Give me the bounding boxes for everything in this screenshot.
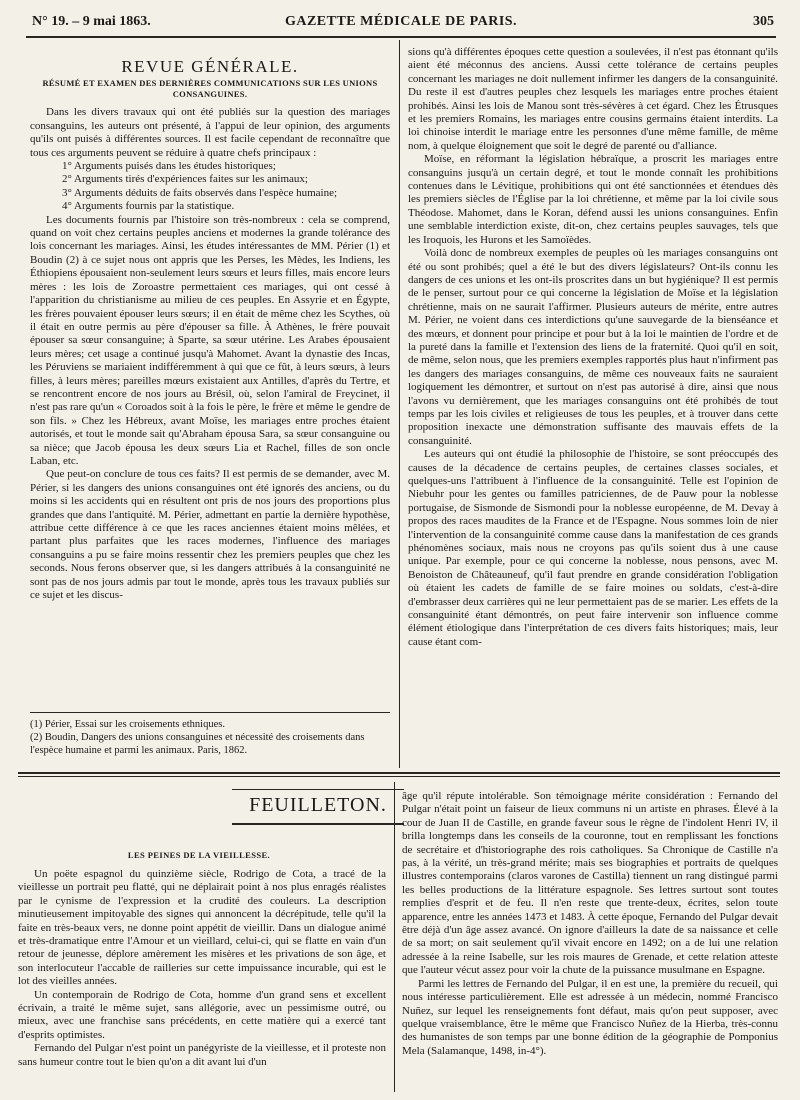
revue-left-column: [30, 57, 390, 602]
issue-number: N° 19. – 9 mai 1863.: [32, 14, 151, 29]
revue-right-column: [408, 46, 778, 649]
running-head: [26, 10, 776, 38]
revue-paragraph: Voilà donc de nombreux exemples de peuples où les mariages consanguins ont été ou sont prohibés; quel a été le but des divers législateurs? Ont-ils connu les dangers de ces unions et les ont-ils proscrites dans un but hygiénique? Il est permis de le penser, surtout pour ce qui concerne la législation de Moïse et la législation chrétienne, mais on ne saurait l'affirmer. Plusieurs auteurs de mérite, entre autres M. Périer, ne voient dans ces interdictions qu'une sauvegarde de la bienséance et des mœurs, et donnent pour principe et pour but à la loi le maintien de l'ordre et de la pureté dans la famille et l'extension des liens de la fraternité. Quoi qu'il en soit, de même, selon nous, que les premiers exemples rapportés plus haut n'infirment pas les dangers des mariages consanguins, de même ces nouveaux faits ne sauraient logiquement les démontrer, et surtout on n'est pas autorisé à dire, ainsi que nous l'avons vu dernièrement, que les mariages consanguins ont été prohibés de tout temps par les lois civiles et religieuses de tous les peuples, et à trouver dans cette proposition inexacte une démonstration suffisante des mauvais effets de la consanguinité.: [408, 247, 778, 447]
footnote-rule: [30, 712, 390, 713]
revue-paragraph: Les auteurs qui ont étudié la philosophie de l'histoire, se sont préoccupés des causes de la décadence de certains peuples, de certaines classes sociales, et quelques-uns l'attribuent à l'influence de la consanguinité. Telle est l'opinion de Niebuhr pour les gentes ou familles patriciennes, de de Pauw pour la noblesse portugaise, de Sismonde de Sismondi pour la noblesse européenne, de M. Devay à propos des races maudites de la France et de l'Espagne. Nous sommes loin de nier l'intervention de la consanguinité comme cause dans la manifestation de ces grands phénomènes sociaux, mais nous ne croyons pas qu'ils soient dus à une cause unique. Par exemple, pour ce qui concerne la noblesse, nous pensons, avec M. Benoiston de Châteauneuf, qu'il faut prendre en grande considération l'obligation où étaient les cadets de famille de se faire moines ou soldats, c'est-à-dire d'embrasser deux carrières qui ne leur permettaient pas de se marier. Les effets de la consanguinité étant démontrés, on peut faire intervenir son influence comme élément étiologique dans l'interprétation de ces divers faits historiques; mais, leur cause étant com-: [408, 448, 778, 648]
feuilleton-subtitle: LES PEINES DE LA VIEILLESSE.: [127, 850, 271, 860]
feuilleton-title: FEUILLETON.: [232, 789, 404, 825]
feuilleton-paragraph: Parmi les lettres de Fernando del Pulgar, il en est une, la première du recueil, qui nous intéresse particulièrement. Elle est adressée à un médecin, nommé Francisco Nuñez, sur lequel les renseignements font défaut, mais qu'on peut supposer, avec quelque vraisemblance, être le même que Francisco Nuñez de la Hierba, très-connu des humanistes de son temps par une bonne édition de la géographie de Pomponius Mela (Salamanque, 1498, in-4°).: [402, 977, 778, 1057]
list-item: 1° Arguments puisés dans les études historiques;: [62, 160, 276, 173]
footnote-2: (2) Boudin, Dangers des unions consanguines et nécessité des croisements dans l'espèce humaine et parmi les animaux. Paris, 1862.: [30, 732, 365, 756]
feuilleton-paragraph: Fernando del Pulgar n'est point un panégyriste de la vieillesse, et il proteste non sans humeur contre tout le bien qu'on a dit avant lui d'un: [18, 1042, 386, 1068]
journal-title: GAZETTE MÉDICALE DE PARIS.: [284, 14, 518, 29]
list-item: 2° Arguments tirés d'expériences faites sur les animaux;: [62, 173, 308, 186]
feuilleton-paragraph: âge qu'il répute intolérable. Son témoignage mérite considération : Fernando del Pulgar n'était point un faiseur de lieux communs ni un artiste en phrases. Élevé à la cour de Juan II de Castille, en grande faveur sous le règne de l'indolent Henri IV, il brilla longtemps dans les conseils de la couronne, tout en remplissant les fonctions de secrétaire et d'historiographe des rois catholiques. Sa Chronique de Castille n'a pas, à la vérité, un très-grand mérite; mais ses biographies et portraits de quelques illustres contemporains (claros varones de Castilla) tiennent un rang distingué parmi les belles productions de la littérature espagnole. Ses lettres surtout sont toutes remplies d'esprit et de feu. Il n'en reste que trente-deux, écrites, selon toute apparence, entre les années 1473 et 1483. À cette époque, Fernando del Pulgar devait être déjà d'un âge assez avancé. On ignore d'ailleurs la date de sa naissance et celle de sa mort; on sait seulement qu'il vivait encore en 1492; on a de lui une relation adressée à la reine Isabelle, sur les rois maures de Grenade, et cette relation atteste que l'auteur vécut assez pour voir la chute de la puissance musulmane en Espagne.: [402, 790, 778, 977]
feuilleton-separator-thin: [18, 776, 780, 777]
revue-paragraph: Que peut-on conclure de tous ces faits? Il est permis de se demander, avec M. Périer, si les dangers des unions consanguines ont été ignorés des anciens, ou du moins si les accidents qui en résultent ont pris de nos jours des proportions plus grandes que dans l'antiquité. M. Périer, admettant en partie la dernière hypothèse, attribue cette différence à ce que les races anciennes étaient moins mêlées, et partant plus parfaites que les races modernes, l'influence des mariages consanguins a pu se faire moins ressentir chez les premiers peuples que chez les seconds. Nous ferons observer que, si les dangers attribués à la consanguinité ne sont pas de nos jours admis par tout le monde, après tous les travaux publiés sur ce sujet et les discus-: [30, 468, 390, 602]
revue-paragraph: Les documents fournis par l'histoire son très-nombreux : cela se comprend, quand on voit chez certains peuples anciens et modernes la grande tolérance des lois concernant les mariages. Ainsi, les études intéressantes de MM. Périer (1) et Boudin (2) à ce sujet nous ont appris que les Perses, les Mèdes, les Indiens, les Éthiopiens épousaient non-seulement leurs sœurs et leurs filles, mais encore leurs mères : les lois de Zoroastre permettaient ces mariages, qui ont cessé à l'apparition du christianisme au milieu de ces peuples. En Assyrie et en Égypte, les frères pouvaient épouser leurs sœurs; il en était de même chez les Scythes, où il était en outre permis au père d'épouser sa fille. À Athènes, le frère pouvait épouser sa sœur consanguine; à Sparte, sa sœur utérine. Les Arabes épousaient leurs mères; cet usage a continué jusqu'à Mahomet. Avant la dynastie des Incas, les Péruviens se mariaient indifféremment à qui que ce fût, à leurs sœurs, à leurs filles, à leurs mères; pareilles mœurs existaient aux Antilles, d'après du Tertre, et se rencontrent encore de nos jours au Brésil, où, selon l'amiral de Freycinet, il n'est pas rare qu'un « Coroados soit à la fois le père, le frère et même le gendre de son fils. » Chez les Hébreux, avant Moïse, les mariages entre proches étaient autorisés, et tout le monde sait qu'Abraham épousa Sara, sa sœur consanguine ou sa nièce; que Jacob épousa les deux sœurs Lia et Rachel, filles de son oncle Laban, etc.: [30, 213, 390, 467]
list-item: 4° Arguments fournis par la statistique.: [62, 200, 235, 213]
feuilleton-paragraph: Un contemporain de Rodrigo de Cota, homme d'un grand sens et excellent écrivain, a traité le même sujet, sans allégorie, avec un pessimisme outré, ou mieux, avec une franchise sans précédents, en cette matière qui a exercé tant d'esprits optimistes.: [18, 988, 386, 1041]
revue-paragraph: Dans les divers travaux qui ont été publiés sur la question des mariages consanguins, les auteurs ont présenté, à l'appui de leur opinion, des arguments qu'ils ont puisés à différentes sources. Il est facile cependant de reconnaître que tous ces arguments peuvent se réduire à quatre chefs principaux :: [30, 106, 390, 159]
list-item: 3° Arguments déduits de faits observés dans l'espèce humaine;: [62, 186, 338, 199]
feuilleton-paragraph: Un poëte espagnol du quinzième siècle, Rodrigo de Cota, a tracé de la vieillesse un portrait peu flatté, qui ne déplairait point à nos plus enragés réalistes par le cynisme de l'expression et la crudité des couleurs. La description minutieusement impitoyable des signes qui annoncent la décrépitude, telle qu'il la faite en très-beaux vers, ne donne point appétit de vieillir. Dans un dialogue animé et très-dramatique entre l'Amour et un vieillard, celui-ci, qui se flatte en vain d'un retour de jeunesse, déplore amèrement les misères et les privations de son âge, et son interlocuteur l'accable de railleries sur cette impuissance incurable, qui est le lot des vieilles années.: [18, 868, 386, 988]
revue-paragraph: sions qu'à différentes époques cette question a soulevées, il n'est pas étonnant qu'ils aient été méconnus des anciens. Aussi cette tolérance de certains peuples concernant les mariages ne doit nullement infirmer les dangers de la consanguinité. Du reste il est d'autres peuples chez lesquels les mariages entre proches étaient prohibés. Ainsi les lois de Manou sont très-sévères à cet égard. Chez les Étrusques et les premiers Romains, les mariages entre cousins germains étaient interdits. La loi chinoise interdit le mariage entre les personnes d'une même famille, de même nom, à quelque éloignement que soit le degré de parenté ou d'alliance.: [408, 46, 778, 152]
feuilleton-separator: [18, 772, 780, 774]
column-divider-bottom: [394, 782, 395, 1092]
revue-title: REVUE GÉNÉRALE.: [121, 57, 299, 76]
footnotes: [30, 718, 390, 757]
feuilleton-right-column: [402, 790, 778, 1058]
feuilleton-left-column: [18, 868, 386, 1069]
footnote-1: (1) Périer, Essai sur les croisements ethniques.: [30, 719, 225, 730]
page-number: 305: [753, 14, 774, 29]
revue-subtitle: RÉSUMÉ ET EXAMEN DES DERNIÈRES COMMUNICATIONS SUR LES UNIONS CONSANGUINES.: [42, 78, 378, 100]
column-divider-top: [399, 40, 400, 768]
revue-paragraph: Moïse, en réformant la législation hébraïque, a proscrit les mariages entre consanguins jusqu'à un certain degré, et tout le monde connaît les prohibitions contenues dans le Lévitique, prohibitions qui ont été sanctionnées et étendues dès les premiers siècles de l'Église par la loi chrétienne, et même par la loi civile sous Théodose. Mahomet, dans le Koran, défend aussi les unions consanguines. Enfin une semblable interdiction existe, dit-on, chez certains peuples sauvages, tels que les Iroquois, les Hurons et les Samoïèdes.: [408, 153, 778, 246]
